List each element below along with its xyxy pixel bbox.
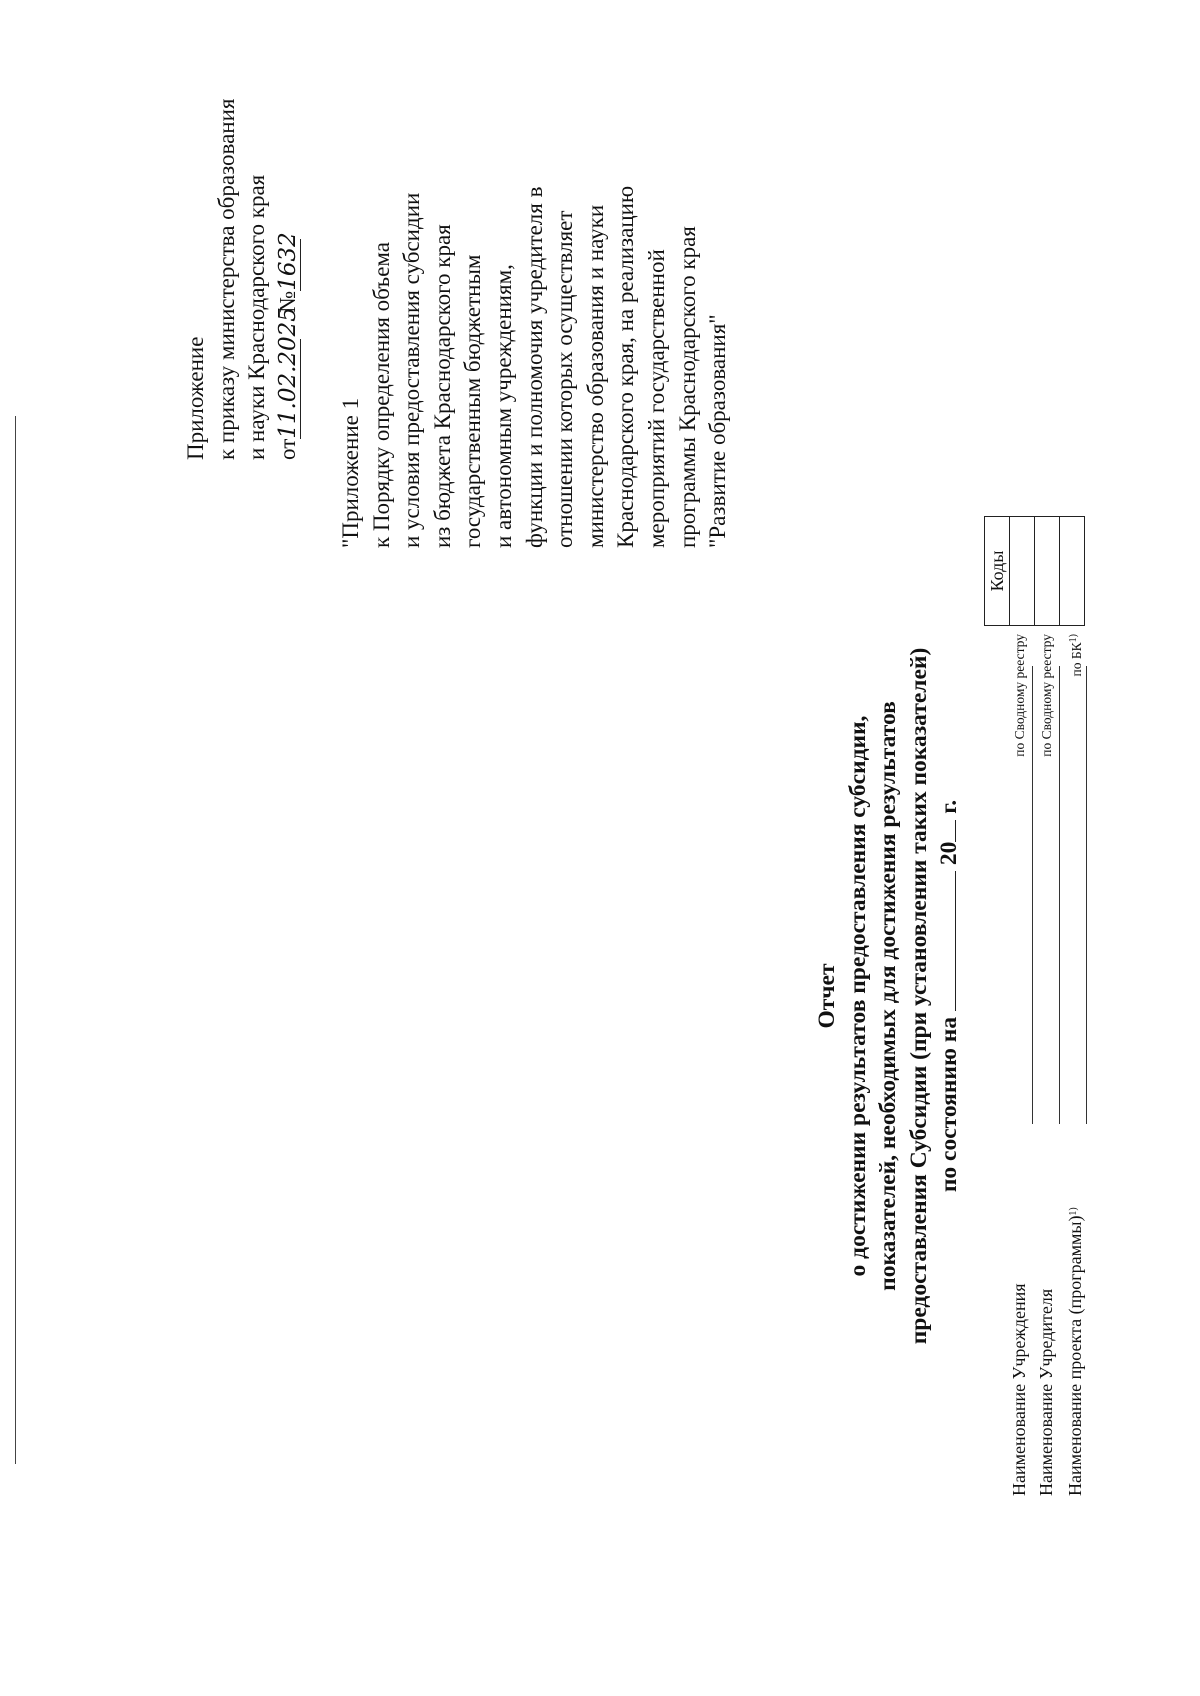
from-prefix: от [274, 438, 300, 460]
annex-header [181, 99, 303, 460]
fields-block [1006, 1207, 1089, 1496]
annex1-line: мероприятий государственной [643, 249, 669, 548]
date-prefix: по состоянию на [936, 1016, 963, 1193]
report-title-line: о достижении результатов предоставления субсидии, [844, 715, 871, 1277]
handwritten-number: 1632 [274, 232, 301, 291]
project-footnote: 1) [1068, 1207, 1079, 1216]
annex1-line: из бюджета Краснодарского края [429, 224, 455, 548]
code-cell [1060, 517, 1085, 626]
founder-label: Наименование Учредителя [1036, 1288, 1056, 1496]
annex1-line: государственным бюджетным [460, 254, 486, 548]
annex1-line: "Приложение 1 [338, 397, 363, 548]
institution-label: Наименование Учреждения [1009, 1283, 1029, 1496]
registry-label: по Сводному реестру [1039, 634, 1054, 757]
top-left-rule [15, 416, 16, 1464]
annex1-line: "Развитие образования" [705, 314, 731, 548]
codes-header: Коды [985, 517, 1010, 626]
annex1-line: функции и полномочия учредителя в [521, 186, 547, 548]
codes-table [984, 516, 1085, 626]
year-prefix: 20 [936, 841, 963, 866]
registry-labels [1006, 634, 1090, 784]
bk-label-line [1060, 634, 1090, 784]
annex1-block [336, 186, 734, 548]
report-title [812, 596, 965, 1396]
annex-header-line: и науки Краснодарского края [244, 174, 270, 460]
annex-header-line: к приказу министерства образования [213, 98, 239, 460]
date-blank [955, 871, 956, 1011]
annex1-line: к Порядку определения объема [368, 241, 394, 548]
report-title-line: показателей, необходимых для достижения результатов [875, 701, 902, 1291]
bk-label: по БК [1069, 642, 1084, 677]
report-title-main: Отчет [814, 963, 840, 1029]
handwritten-date: 11.02.2025 [274, 307, 301, 439]
bk-footnote: 1) [1068, 634, 1079, 643]
project-label-line [1060, 1207, 1089, 1496]
report-title-line: предоставления Субсидии (при установлении таких показателей) [905, 647, 932, 1345]
code-cell [1010, 517, 1035, 626]
annex1-line: и автономным учреждениям, [490, 264, 516, 548]
annex-header-line: Приложение [183, 336, 208, 460]
year-blank [955, 820, 956, 842]
report-date-line [934, 596, 965, 1396]
annex-header-date-line [273, 99, 304, 460]
annex1-line: отношении которых осуществляет [552, 210, 578, 548]
annex1-line: и условия предоставления субсидии [399, 192, 425, 548]
annex1-line: Краснодарского края, на реализацию [613, 185, 639, 548]
number-prefix: № [274, 290, 300, 313]
year-suffix: г. [936, 799, 963, 814]
code-cell [1035, 517, 1060, 626]
annex1-line: министерство образования и науки [582, 204, 608, 548]
annex1-line: программы Краснодарского края [674, 226, 700, 548]
registry-label: по Сводному реестру [1012, 634, 1027, 757]
project-label: Наименование проекта (программы) [1065, 1215, 1085, 1496]
